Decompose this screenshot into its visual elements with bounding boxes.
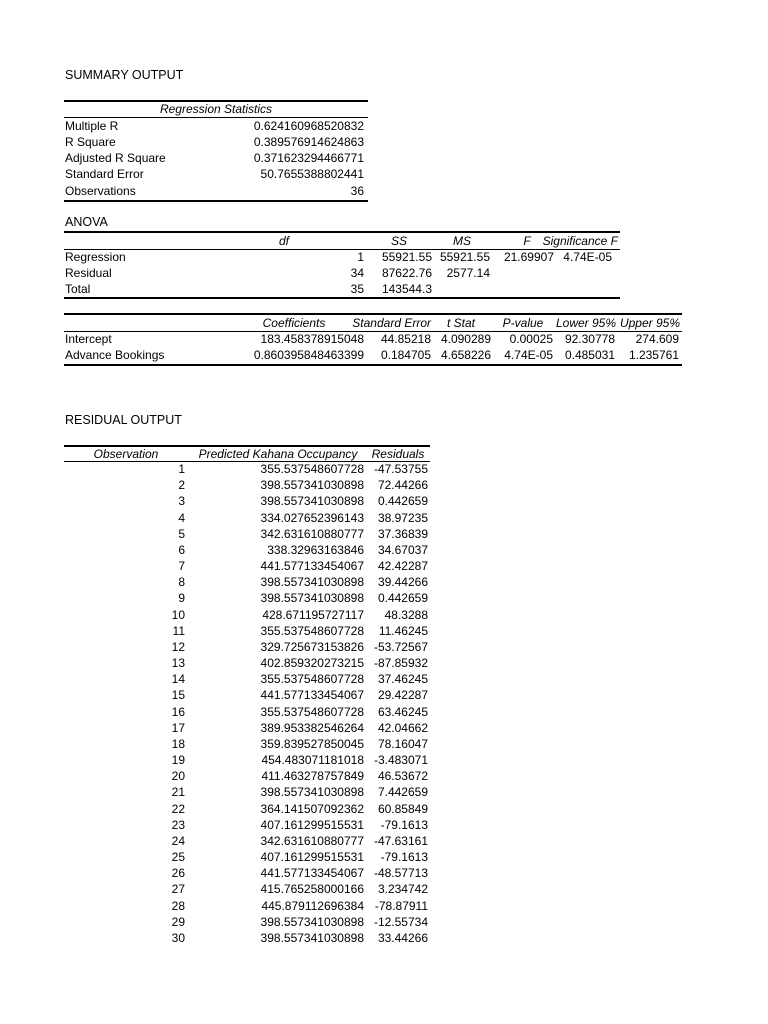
residual-value: 38.97235 <box>377 510 428 525</box>
residual-row <box>64 736 430 752</box>
regstats-row <box>64 150 368 166</box>
anova-row <box>64 249 620 265</box>
coef-header-coefficients: Coefficients <box>262 316 326 330</box>
residual-value: -47.63161 <box>373 833 428 848</box>
residual-observation: 20 <box>171 769 185 784</box>
residual-row <box>64 881 430 897</box>
residual-value: 37.36839 <box>377 526 428 541</box>
coef-p-value: 0.00025 <box>509 332 553 346</box>
regstats-row <box>64 166 368 182</box>
residual-predicted: 398.557341030898 <box>260 785 364 800</box>
residual-row <box>64 930 430 946</box>
residual-header-predicted: Predicted Kahana Occupancy <box>198 447 358 461</box>
residual-value: 11.46245 <box>378 623 428 638</box>
residual-observation: 7 <box>178 559 185 574</box>
residual-predicted: 398.557341030898 <box>260 914 364 929</box>
coef-header-t-stat: t Stat <box>446 316 475 330</box>
regstats-label: Multiple R <box>65 119 119 133</box>
residual-value: 78.16047 <box>377 736 428 751</box>
residual-value: 7.442659 <box>377 785 428 800</box>
residual-row <box>64 768 430 784</box>
regstats-header: Regression Statistics <box>159 102 273 116</box>
residual-value: 48.3288 <box>384 607 428 622</box>
residual-value: 29.42287 <box>377 688 428 703</box>
regstats-row <box>64 134 368 150</box>
residual-value: -87.85932 <box>373 656 428 671</box>
coef-value: 183.458378915048 <box>260 332 364 346</box>
anova-label: Regression <box>65 250 126 264</box>
anova-table <box>64 249 620 297</box>
residual-observation: 30 <box>171 930 185 945</box>
residual-observation: 18 <box>171 736 185 751</box>
regstats-table <box>64 118 368 200</box>
anova-row <box>64 281 620 297</box>
residual-observation: 13 <box>171 656 185 671</box>
coef-t-stat: 4.658226 <box>440 348 491 362</box>
residual-predicted: 445.879112696384 <box>261 898 364 913</box>
coef-header-row <box>64 315 682 331</box>
summary-output-title: SUMMARY OUTPUT <box>65 68 184 82</box>
residual-observation: 25 <box>171 850 185 865</box>
residual-value: 33.44266 <box>377 930 428 945</box>
anova-significance-f: 4.74E-05 <box>563 250 612 264</box>
residual-row <box>64 801 430 817</box>
residual-observation: 6 <box>178 542 185 557</box>
residual-row <box>64 639 430 655</box>
residual-predicted: 342.631610880777 <box>260 833 364 848</box>
regstats-row <box>64 183 368 199</box>
residual-row <box>64 623 430 639</box>
residual-observation: 12 <box>171 639 185 654</box>
residual-observation: 9 <box>178 591 185 606</box>
coef-standard-error: 44.85218 <box>380 332 431 346</box>
anova-ss: 87622.76 <box>381 266 432 280</box>
residual-observation: 8 <box>178 575 185 590</box>
residual-row <box>64 461 430 477</box>
coef-label: Advance Bookings <box>65 348 165 362</box>
residual-observation: 24 <box>171 833 185 848</box>
coef-lower-95: 92.30778 <box>564 332 615 346</box>
residual-row <box>64 655 430 671</box>
residual-observation: 29 <box>171 914 185 929</box>
regstats-value: 0.389576914624863 <box>253 135 364 149</box>
residual-predicted: 355.537548607728 <box>260 704 364 719</box>
residual-observation: 26 <box>171 866 185 881</box>
coef-upper-95: 274.609 <box>635 332 679 346</box>
residual-value: -53.72567 <box>373 639 428 654</box>
residual-value: -3.483071 <box>373 753 428 768</box>
residual-row <box>64 607 430 623</box>
residual-predicted: 355.537548607728 <box>260 672 364 687</box>
anova-ms: 55921.55 <box>439 250 490 264</box>
residual-value: 0.442659 <box>377 494 428 509</box>
residual-value: -12.55734 <box>373 914 428 929</box>
regstats-label: Observations <box>65 184 136 198</box>
residual-predicted: 441.577133454067 <box>260 559 364 574</box>
residual-value: 34.67037 <box>377 542 428 557</box>
residual-row <box>64 526 430 542</box>
residual-value: 63.46245 <box>377 704 428 719</box>
anova-f: 21.69907 <box>503 250 554 264</box>
anova-df: 1 <box>357 250 364 264</box>
coef-p-value: 4.74E-05 <box>504 348 553 362</box>
residual-row <box>64 558 430 574</box>
anova-bottom-rule <box>64 297 620 299</box>
residual-value: 60.85849 <box>377 801 428 816</box>
residual-predicted: 398.557341030898 <box>260 591 364 606</box>
coef-value: 0.860395848463399 <box>253 348 364 362</box>
residual-value: 72.44266 <box>377 478 428 493</box>
residual-value: 3.234742 <box>377 882 428 897</box>
residual-predicted: 441.577133454067 <box>260 866 364 881</box>
residual-predicted: 355.537548607728 <box>260 462 364 476</box>
regstats-label: Standard Error <box>65 167 144 181</box>
coef-header-standard-error: Standard Error <box>352 316 431 330</box>
residual-predicted: 398.557341030898 <box>260 575 364 590</box>
residual-row <box>64 849 430 865</box>
residual-observation: 2 <box>178 478 185 493</box>
anova-significance-f <box>554 265 612 281</box>
regstats-label: Adjusted R Square <box>65 151 166 165</box>
residual-observation: 1 <box>178 462 185 476</box>
coef-upper-95: 1.235761 <box>628 348 679 362</box>
regstats-bottom-rule <box>64 200 368 202</box>
residual-observation: 16 <box>171 704 185 719</box>
residual-value: -48.57713 <box>373 866 428 881</box>
residual-predicted: 407.161299515531 <box>260 850 364 865</box>
residual-observation: 23 <box>171 817 185 832</box>
regstats-label: R Square <box>65 135 116 149</box>
regstats-value: 0.624160968520832 <box>253 119 364 133</box>
anova-label: Residual <box>65 266 112 280</box>
residual-table <box>64 461 430 947</box>
residual-predicted: 407.161299515531 <box>260 817 364 832</box>
residual-value: 39.44266 <box>377 575 428 590</box>
coef-header-upper-95: Upper 95% <box>619 316 681 330</box>
residual-observation: 5 <box>178 526 185 541</box>
anova-df: 34 <box>350 266 364 280</box>
anova-header-ss: SS <box>390 234 407 248</box>
anova-f <box>490 281 554 297</box>
residual-row <box>64 574 430 590</box>
coef-row <box>64 331 682 347</box>
anova-title: ANOVA <box>65 215 108 229</box>
residual-row <box>64 493 430 509</box>
residual-predicted: 359.839527850045 <box>260 736 364 751</box>
regstats-value: 0.371623294466771 <box>253 151 364 165</box>
anova-header-f: F <box>523 234 531 248</box>
residual-row <box>64 720 430 736</box>
residual-header-row <box>64 446 430 462</box>
residual-predicted: 329.725673153826 <box>260 639 364 654</box>
residual-value: 0.442659 <box>377 591 428 606</box>
residual-header-residuals: Residuals <box>371 447 425 461</box>
residual-value: -78.87911 <box>374 898 428 913</box>
coef-table <box>64 331 682 365</box>
residual-predicted: 428.671195727117 <box>262 607 364 622</box>
residual-value: 37.46245 <box>377 672 428 687</box>
residual-observation: 19 <box>171 753 185 768</box>
residual-predicted: 398.557341030898 <box>260 494 364 509</box>
coef-lower-95: 0.485031 <box>564 348 615 362</box>
coef-standard-error: 0.184705 <box>380 348 431 362</box>
residual-predicted: 364.141507092362 <box>260 801 364 816</box>
anova-header-significance-f: Significance F <box>542 234 618 248</box>
residual-row <box>64 865 430 881</box>
residual-predicted: 411.463278757849 <box>261 769 364 784</box>
residual-row <box>64 590 430 606</box>
residual-predicted: 334.027652396143 <box>260 510 364 525</box>
residual-row <box>64 898 430 914</box>
anova-df: 35 <box>350 282 364 296</box>
residual-row <box>64 833 430 849</box>
residual-value: 46.53672 <box>377 769 428 784</box>
residual-observation: 27 <box>171 882 185 897</box>
anova-f <box>490 265 554 281</box>
anova-header-df: df <box>278 234 289 248</box>
residual-predicted: 398.557341030898 <box>260 478 364 493</box>
anova-ss: 143544.3 <box>381 282 432 296</box>
residual-predicted: 389.953382546264 <box>260 720 364 735</box>
residual-row <box>64 510 430 526</box>
residual-row <box>64 687 430 703</box>
regstats-row <box>64 118 368 134</box>
residual-row <box>64 704 430 720</box>
coef-label: Intercept <box>65 332 112 346</box>
anova-header-ms: MS <box>453 234 471 248</box>
residual-predicted: 398.557341030898 <box>260 930 364 945</box>
residual-predicted: 402.859320273215 <box>260 656 364 671</box>
residual-observation: 11 <box>172 623 185 638</box>
residual-value: -79.1613 <box>380 817 428 832</box>
residual-observation: 3 <box>178 494 185 509</box>
residual-value: 42.42287 <box>377 559 428 574</box>
residual-row <box>64 542 430 558</box>
residual-row <box>64 752 430 768</box>
anova-ms <box>432 281 490 297</box>
residual-predicted: 342.631610880777 <box>260 526 364 541</box>
residual-observation: 21 <box>171 785 185 800</box>
regstats-value: 50.7655388802441 <box>260 167 364 181</box>
anova-ms: 2577.14 <box>446 266 490 280</box>
residual-value: -47.53755 <box>373 462 428 476</box>
residual-predicted: 441.577133454067 <box>260 688 364 703</box>
coef-row <box>64 347 682 363</box>
residual-row <box>64 914 430 930</box>
residual-observation: 4 <box>178 510 185 525</box>
coef-header-lower-95: Lower 95% <box>555 316 617 330</box>
residual-row <box>64 784 430 800</box>
residual-observation: 17 <box>171 720 185 735</box>
residual-predicted: 355.537548607728 <box>260 623 364 638</box>
residual-predicted: 454.483071181018 <box>261 753 364 768</box>
anova-ss: 55921.55 <box>381 250 432 264</box>
residual-predicted: 338.32963163846 <box>267 542 364 557</box>
residual-value: 42.04662 <box>377 720 428 735</box>
anova-row <box>64 265 620 281</box>
residual-predicted: 415.765258000166 <box>260 882 364 897</box>
anova-significance-f <box>554 281 612 297</box>
residual-value: -79.1613 <box>380 850 428 865</box>
residual-row <box>64 477 430 493</box>
residual-observation: 14 <box>171 672 185 687</box>
regstats-value: 36 <box>350 184 364 198</box>
residual-observation: 10 <box>171 607 185 622</box>
residual-observation: 28 <box>171 898 185 913</box>
residual-header-observation: Observation <box>93 447 159 461</box>
residual-output-title: RESIDUAL OUTPUT <box>65 413 182 427</box>
anova-label: Total <box>65 282 91 296</box>
residual-row <box>64 817 430 833</box>
residual-observation: 22 <box>171 801 185 816</box>
residual-observation: 15 <box>171 688 185 703</box>
coef-bottom-rule <box>64 364 682 366</box>
coef-t-stat: 4.090289 <box>440 332 491 346</box>
coef-header-p-value: P-value <box>502 316 544 330</box>
residual-row <box>64 671 430 687</box>
anova-header-row <box>64 233 620 249</box>
